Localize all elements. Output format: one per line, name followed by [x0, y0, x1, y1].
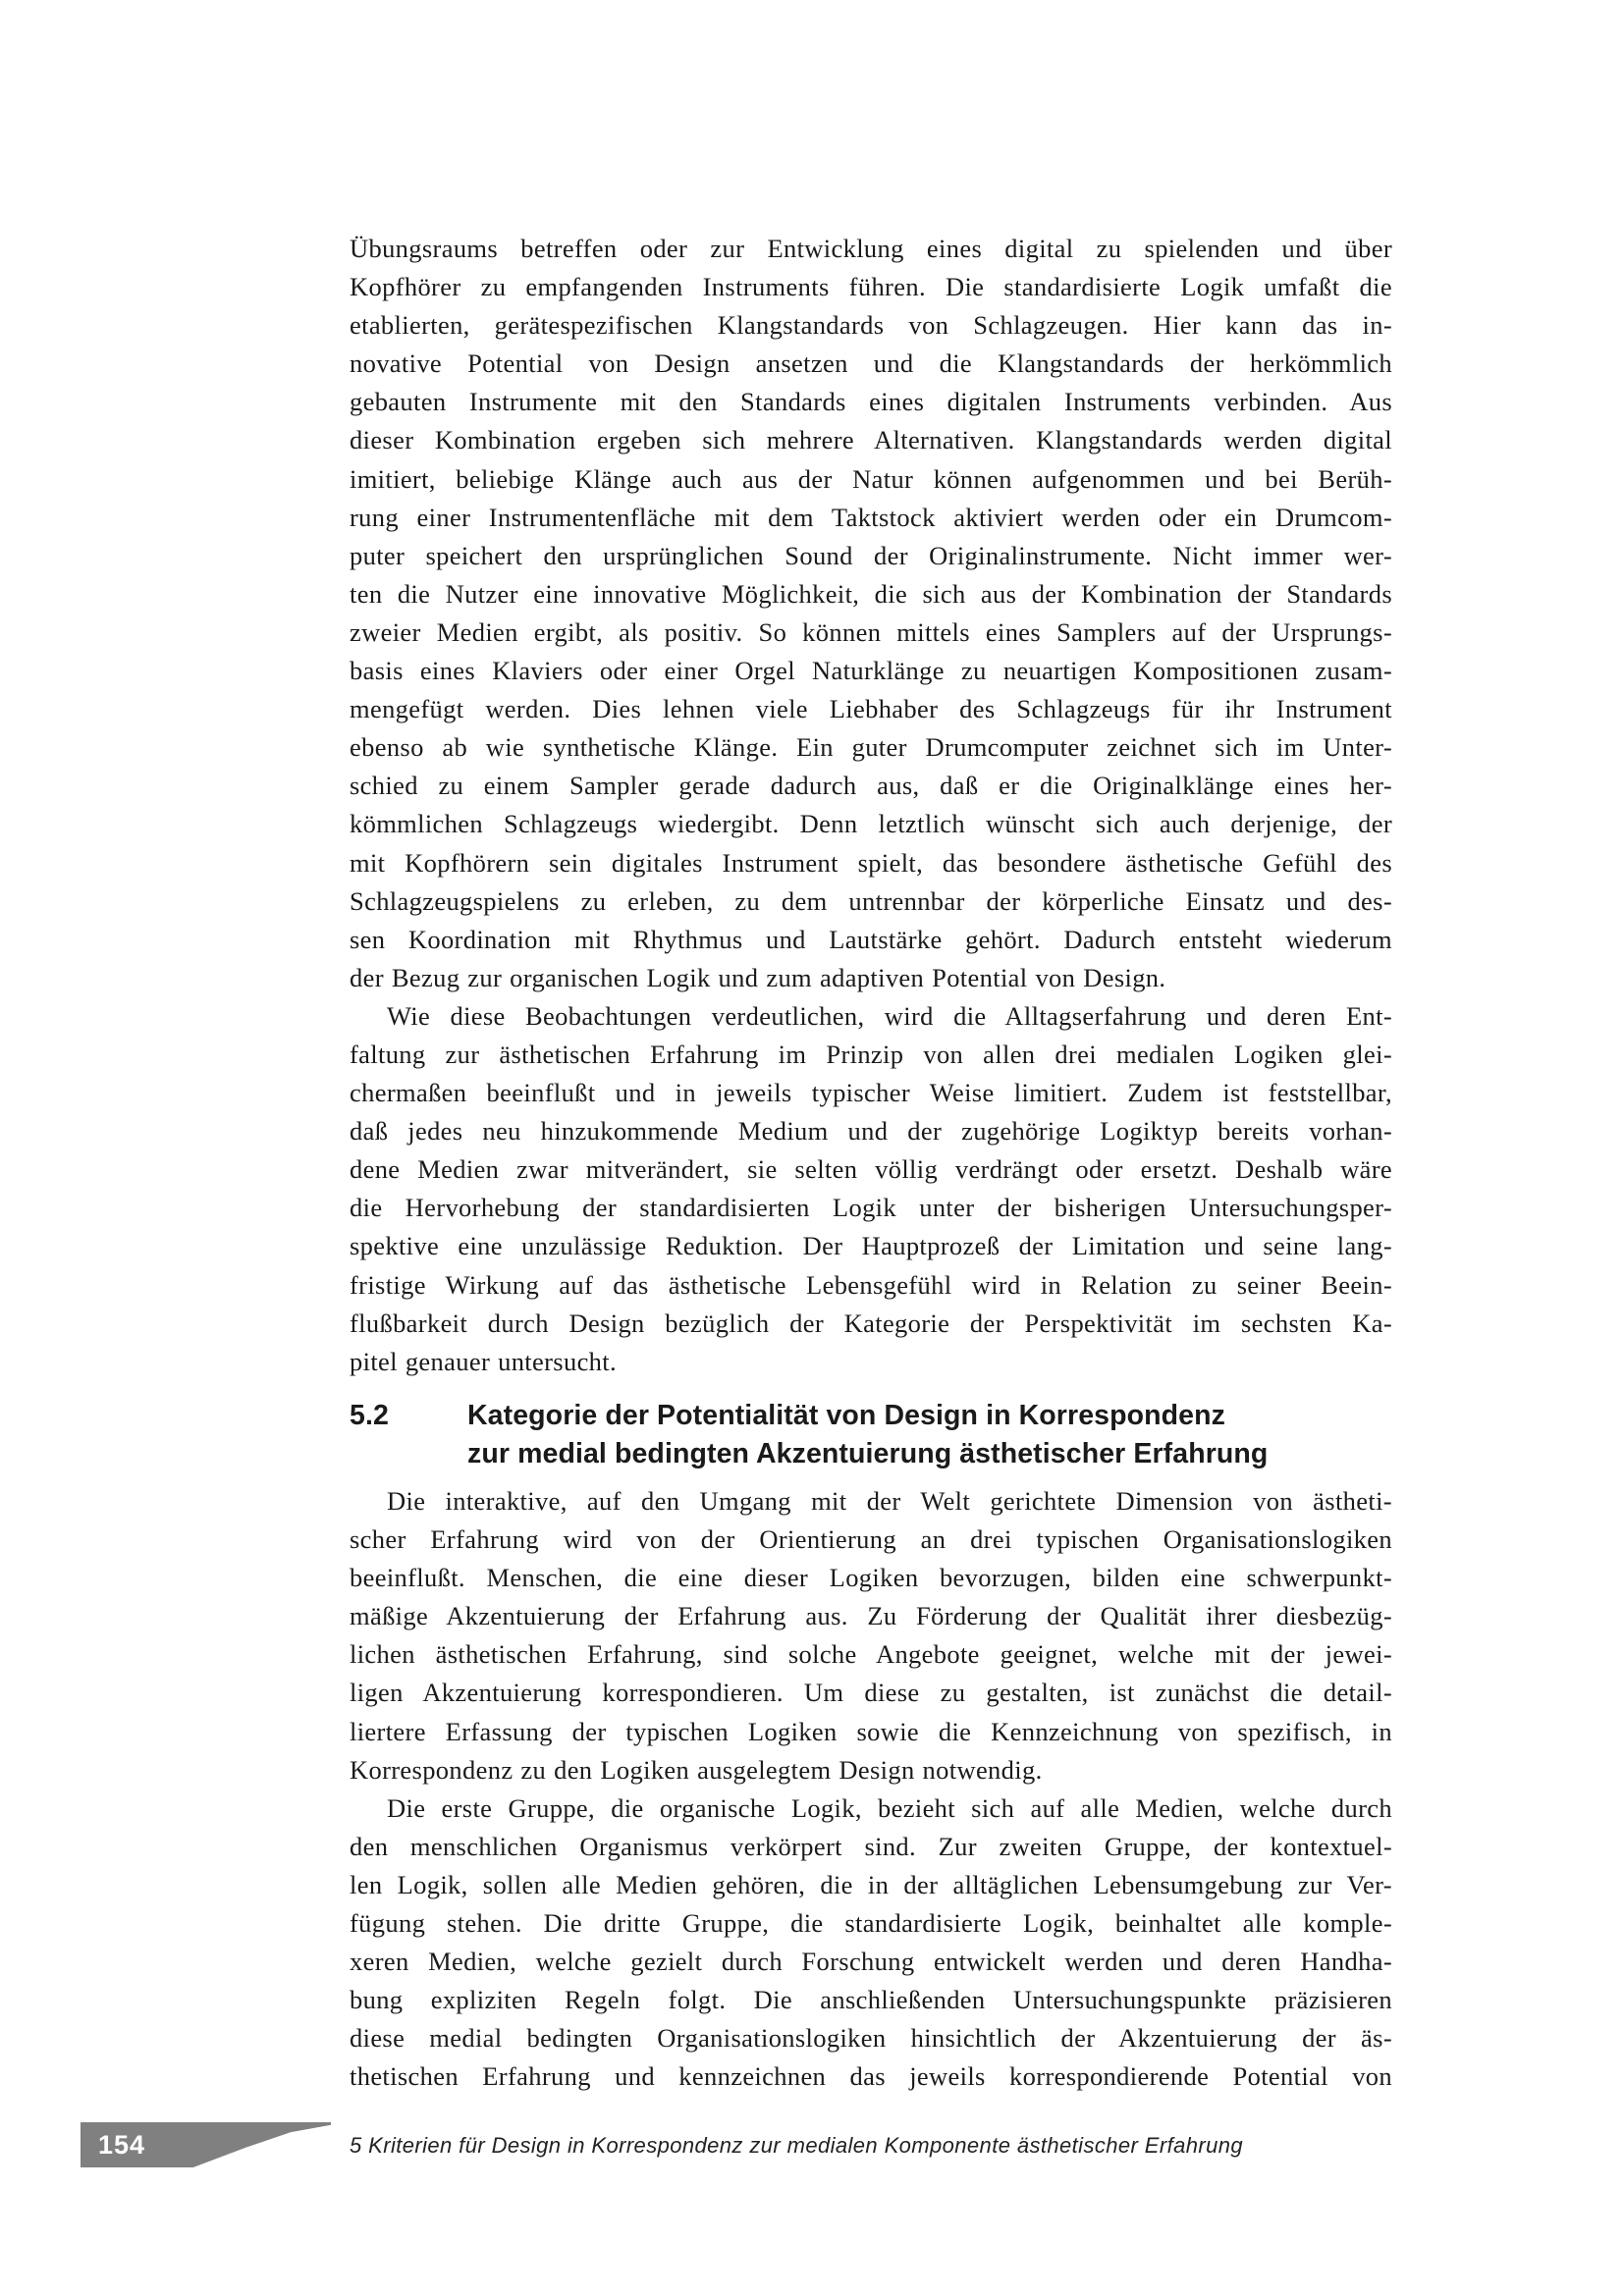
text-line: basis eines Klaviers oder einer Orgel Naturklänge zu neuartigen Kompositionen zusam- — [350, 656, 1392, 686]
page-number: 154 — [98, 2130, 146, 2160]
paragraph-first-line: Die interaktive, auf den Umgang mit der Welt gerichtete Dimension von ästheti- — [387, 1486, 1392, 1516]
text-line: thetischen Erfahrung und kennzeichnen das jeweils korrespondierende Potential von — [350, 2061, 1392, 2092]
text-line: len Logik, sollen alle Medien gehören, die in der alltäglichen Lebensumgebung zur Ver- — [350, 1869, 1392, 1899]
text-line: schied zu einem Sampler gerade dadurch aus, daß er die Originalklänge eines her- — [350, 771, 1392, 801]
text-line: dieser Kombination ergeben sich mehrere Alternativen. Klangstandards werden digital — [350, 425, 1392, 455]
text-line: den menschlichen Organismus verkörpert sind. Zur zweiten Gruppe, der kontextuel- — [350, 1831, 1392, 1861]
body-text-continuation — [350, 230, 1392, 1381]
text-line: ligen Akzentuierung korrespondieren. Um diese zu gestalten, ist zunächst die detail- — [350, 1678, 1392, 1708]
text-line: rung einer Instrumentenfläche mit dem Taktstock aktiviert werden oder ein Drumcom- — [350, 502, 1392, 532]
text-line: flußbarkeit durch Design bezüglich der Kategorie der Perspektivität im sechsten Ka- — [350, 1308, 1392, 1338]
text-line: ebenso ab wie synthetische Klänge. Ein guter Drumcomputer zeichnet sich im Unter- — [350, 732, 1392, 763]
text-line: diese medial bedingten Organisationslogiken hinsichtlich der Akzentuierung der äs- — [350, 2023, 1392, 2054]
text-line: mengefügt werden. Dies lehnen viele Liebhaber des Schlagzeugs für ihr Instrument — [350, 694, 1392, 724]
text-line: faltung zur ästhetischen Erfahrung im Prinzip von allen drei medialen Logiken glei- — [350, 1039, 1392, 1069]
text-line: die Hervorhebung der standardisierten Logik unter der bisherigen Untersuchungsper- — [350, 1193, 1392, 1223]
text-line: gebauten Instrumente mit den Standards eines digitalen Instruments verbinden. Aus — [350, 387, 1392, 417]
section-number: 5.2 — [350, 1400, 389, 1431]
text-line: fristige Wirkung auf das ästhetische Lebensgefühl wird in Relation zu seiner Beein- — [350, 1269, 1392, 1300]
paragraph-first-line: Die erste Gruppe, die organische Logik, bezieht sich auf alle Medien, welche durch — [387, 1792, 1392, 1823]
text-line: Schlagzeugspielens zu erleben, zu dem untrennbar der körperliche Einsatz und des- — [350, 885, 1392, 916]
text-line: ten die Nutzer eine innovative Möglichkeit, die sich aus der Kombination der Standards — [350, 578, 1392, 609]
section-body-text — [350, 1482, 1392, 2097]
text-line: daß jedes neu hinzukommende Medium und der zugehörige Logiktyp bereits vorhan- — [350, 1116, 1392, 1147]
text-line: bung expliziten Regeln folgt. Die anschließenden Untersuchungspunkte präzisieren — [350, 1985, 1392, 2015]
text-line: Korrespondenz zu den Logiken ausgelegtem Design notwendig. — [350, 1754, 1043, 1785]
text-line: Kopfhörer zu empfangenden Instruments führen. Die standardisierte Logik umfaßt die — [350, 272, 1392, 302]
text-line: puter speichert den ursprünglichen Sound der Originalinstrumente. Nicht immer wer- — [350, 540, 1392, 570]
text-line: chermaßen beeinflußt und in jeweils typischer Weise limitiert. Zudem ist feststellbar, — [350, 1078, 1392, 1108]
text-line: zweier Medien ergibt, als positiv. So können mittels eines Samplers auf der Ursprungs- — [350, 616, 1392, 647]
section-title-line-1: Kategorie der Potentialität von Design in Korrespondenz — [467, 1400, 1225, 1431]
text-line: xeren Medien, welche gezielt durch Forschung entwickelt werden und deren Handha- — [350, 1947, 1392, 1977]
section-title-line-2: zur medial bedingten Akzentuierung ästhetischer Erfahrung — [467, 1438, 1269, 1469]
text-line: liertere Erfassung der typischen Logiken sowie die Kennzeichnung von spezifisch, in — [350, 1716, 1392, 1746]
text-line: scher Erfahrung wird von der Orientierung an drei typischen Organisationslogiken — [350, 1524, 1392, 1555]
paragraph-first-line: Wie diese Beobachtungen verdeutlichen, wird die Alltagserfahrung und deren Ent- — [387, 1000, 1392, 1031]
text-line: mit Kopfhörern sein digitales Instrument spielt, das besondere ästhetische Gefühl des — [350, 847, 1392, 878]
text-line: beeinflußt. Menschen, die eine dieser Logiken bevorzugen, bilden eine schwerpunkt- — [350, 1563, 1392, 1593]
text-line: der Bezug zur organischen Logik und zum adaptiven Potential von Design. — [350, 962, 1166, 992]
text-line: novative Potential von Design ansetzen und die Klangstandards der herkömmlich — [350, 348, 1392, 379]
text-line: sen Koordination mit Rhythmus und Lautstärke gehört. Dadurch entsteht wiederum — [350, 924, 1392, 954]
text-line: etablierten, gerätespezifischen Klangstandards von Schlagzeugen. Hier kann das in- — [350, 310, 1392, 341]
text-line: dene Medien zwar mitverändert, sie selten völlig verdrängt oder ersetzt. Deshalb wäre — [350, 1154, 1392, 1185]
text-line: fügung stehen. Die dritte Gruppe, die standardisierte Logik, beinhaltet alle komple- — [350, 1908, 1392, 1939]
text-line: imitiert, beliebige Klänge auch aus der Natur können aufgenommen und bei Berüh- — [350, 463, 1392, 494]
text-line: mäßige Akzentuierung der Erfahrung aus. Zu Förderung der Qualität ihrer diesbezüg- — [350, 1601, 1392, 1631]
text-line: Übungsraums betreffen oder zur Entwicklung eines digital zu spielenden und über — [350, 234, 1392, 263]
text-line: spektive eine unzulässige Reduktion. Der Hauptprozeß der Limitation und seine lang- — [350, 1231, 1392, 1261]
running-footer: 5 Kriterien für Design in Korrespondenz zur medialen Komponente ästhetischer Erfahrung — [350, 2133, 1243, 2158]
text-line: pitel genauer untersucht. — [350, 1346, 617, 1376]
text-line: lichen ästhetischen Erfahrung, sind solche Angebote geeignet, welche mit der jewei- — [350, 1639, 1392, 1670]
text-line: kömmlichen Schlagzeugs wiedergibt. Denn letztlich wünscht sich auch derjenige, der — [350, 809, 1392, 839]
